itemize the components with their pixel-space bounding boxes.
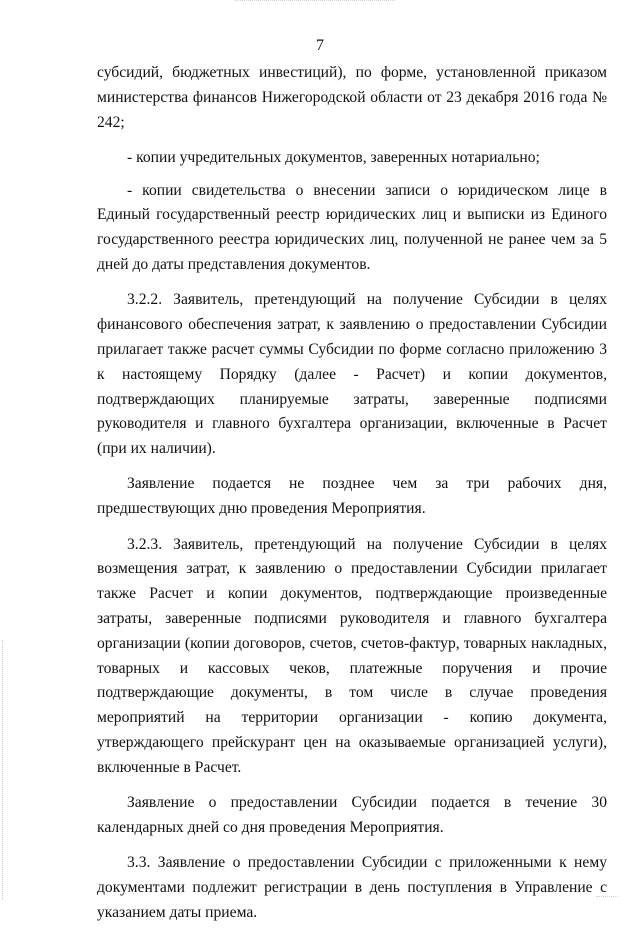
paragraph-application-period: Заявление о предоставлении Субсидии подается в течение 30 календарных дней со дня проведения Мероприятия. [97,794,607,836]
page-number: 7 [316,37,324,54]
scan-artifact-bottom [596,896,618,898]
paragraph-application-deadline: Заявление подается не позднее чем за три рабочих дня, предшествующих дню проведения Мероприятия. [97,475,607,518]
document-body [97,61,607,936]
scan-artifact-left-edge [2,640,5,900]
paragraph-continuation: субсидий, бюджетных инвестиций), по форме, установленной приказом министерства финансов Нижегородской области от 23 декабря 2016 года № 242; [97,64,607,131]
paragraph-3-2-2: 3.2.2. Заявитель, претендующий на получение Субсидии в целях финансового обеспечения затрат, к заявлению о предоставлении Субсидии прилагает также расчет суммы Субсидии по форме согласно приложению 3 к настоящему Порядку (далее - Расчет) и копии документов, подтверждающих планируемые затраты, заверенные подписями руководителя и главного бухгалтера организации, включенные в Расчет (при их наличии). [97,291,607,458]
paragraph-3-3: 3.3. Заявление о предоставлении Субсидии с приложенными к нему документами подлежит регистрации в день поступления в Управление с указанием даты приема. [97,854,607,921]
scan-artifact-top [235,0,395,2]
paragraph-bullet-charter-documents: - копии учредительных документов, заверенных нотариально; [127,148,540,166]
paragraph-3-2-3: 3.2.3. Заявитель, претендующий на получение Субсидии в целях возмещения затрат, к заявлению о предоставлении Субсидии прилагает также Расчет и копии документов, подтверждающие произведенные затраты, заверенные подписями руководителя и главного бухгалтера организации (копии договоров, счетов, счетов-фактур, товарных накладных, товарных и кассовых чеков, платежные поручения и прочие подтверждающие документы, в том числе в случае проведения мероприятий на территории организации - копию документа, утверждающего прейскурант цен на оказываемые организацией услуги), включенные в Расчет. [97,535,607,776]
paragraph-bullet-registry-extract: - копии свидетельства о внесении записи о юридическом лице в Единый государственный реестр юридических лиц и выписки из Единого государственного реестра юридических лиц, полученной не ранее чем за 5 дней до даты представления документов. [97,181,607,274]
